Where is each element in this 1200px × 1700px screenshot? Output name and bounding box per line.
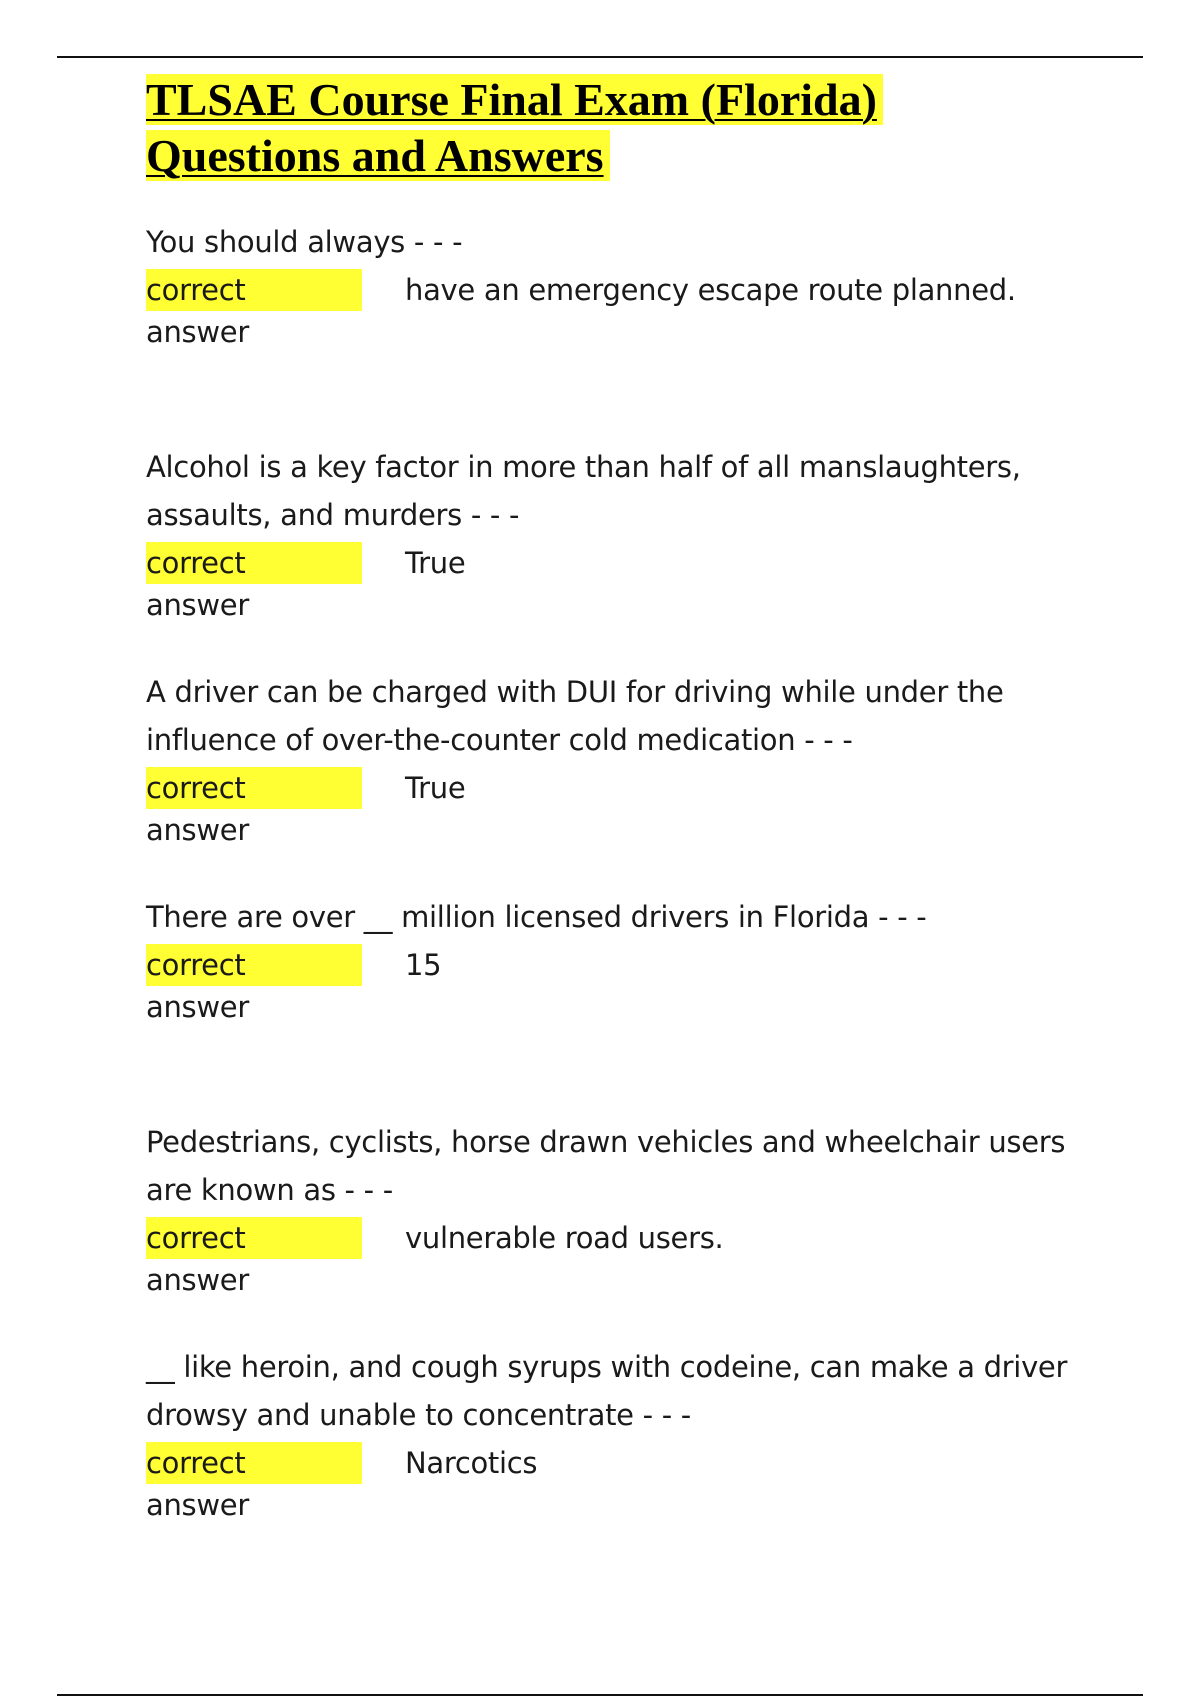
answer-text: have an emergency escape route planned. [405,273,1016,307]
bottom-rule [57,1694,1143,1696]
qa-item [146,443,1106,668]
answer-row [146,764,1106,847]
question-text: There are over __ million licensed drivers in Florida - - - [146,900,927,934]
qa-item [146,218,1106,443]
answer-label: correct answer [146,269,362,311]
answer-row [146,1439,1106,1522]
answer-text: True [405,546,466,580]
title-line-1: TLSAE Course Final Exam (Florida) [146,74,883,125]
answer-label: correct answer [146,944,362,986]
document-title [146,72,1106,184]
answer-text: vulnerable road users. [405,1221,724,1255]
answer-label: correct answer [146,1217,362,1259]
answer-row [146,1214,1106,1297]
question-text: You should always - - - [146,225,463,259]
answer-row [146,266,1106,349]
answer-label: correct answer [146,542,362,584]
answer-row [146,941,1106,1024]
qa-item [146,1343,1106,1568]
answer-text: True [405,771,466,805]
qa-list [146,218,1106,1568]
qa-item [146,893,1106,1118]
title-line-2: Questions and Answers [146,130,610,181]
answer-row [146,539,1106,622]
qa-item [146,668,1106,893]
answer-text: 15 [405,948,442,982]
answer-text: Narcotics [405,1446,538,1480]
answer-label: correct answer [146,1442,362,1484]
document-body [146,72,1106,1568]
qa-item [146,1118,1106,1343]
question-text: A driver can be charged with DUI for driving while under the influence of over-the-counter cold medication - - - [146,675,1004,757]
question-text: __ like heroin, and cough syrups with codeine, can make a driver drowsy and unable to concentrate - - - [146,1350,1068,1432]
question-text: Pedestrians, cyclists, horse drawn vehicles and wheelchair users are known as - - - [146,1125,1066,1207]
top-rule [57,56,1143,58]
answer-label: correct answer [146,767,362,809]
question-text: Alcohol is a key factor in more than half of all manslaughters, assaults, and murders - - - [146,450,1021,532]
